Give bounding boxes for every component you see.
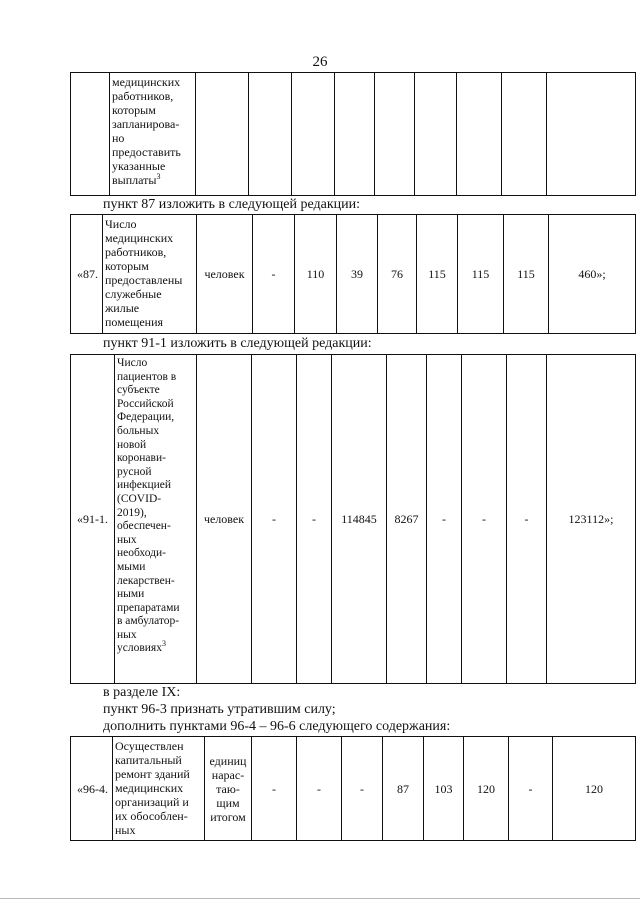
cell-value: - — [297, 355, 332, 684]
table-item-91-1 — [70, 354, 636, 684]
cell-value — [292, 73, 335, 196]
amendment-instruction: пункт 96-3 признать утратившим силу; — [103, 702, 336, 717]
cell-value: 8267 — [387, 355, 427, 684]
cell-value: 110 — [295, 215, 337, 334]
amendment-instruction: пункт 87 изложить в следующей редакции: — [103, 197, 360, 212]
cell-value: - — [252, 737, 297, 841]
table-item-96-4 — [70, 736, 636, 841]
cell-value: - — [342, 737, 383, 841]
cell-value — [547, 73, 636, 196]
cell-value: 115 — [417, 215, 458, 334]
cell-indicator: медицинских работников, которым запланирова- но предоставить указанные выплаты$^3$ — [110, 73, 196, 196]
cell-value: - — [252, 355, 297, 684]
cell-value: 123112»; — [547, 355, 636, 684]
table-row — [71, 737, 636, 841]
table-row — [71, 355, 636, 684]
cell-value — [457, 73, 502, 196]
table-row — [71, 215, 636, 334]
cell-value: 120 — [553, 737, 636, 841]
cell-value: 39 — [337, 215, 378, 334]
cell-unit — [196, 73, 249, 196]
cell-value — [415, 73, 457, 196]
cell-value: - — [427, 355, 462, 684]
cell-value: 103 — [424, 737, 464, 841]
table-continuation — [70, 72, 636, 196]
page-number: 26 — [312, 54, 328, 70]
cell-num: «96-4. — [71, 737, 113, 841]
cell-value: 120 — [464, 737, 509, 841]
cell-value: 76 — [378, 215, 417, 334]
table-item-87 — [70, 214, 636, 334]
cell-num: «91-1. — [71, 355, 115, 684]
cell-value — [249, 73, 292, 196]
cell-value — [335, 73, 375, 196]
amendment-instruction: в разделе IX: — [103, 685, 181, 700]
cell-unit: человек — [197, 355, 252, 684]
cell-value: - — [297, 737, 342, 841]
cell-value: 460»; — [549, 215, 636, 334]
cell-num — [71, 73, 110, 196]
scan-edge-line — [0, 898, 640, 899]
cell-indicator: Число пациентов в субъекте Российской Федерации, больных новой коронави- русной инфекцией (COVID- 2019), обеспечен- ных необходи- мыми лекарствен- ными препаратами в амбулатор- ных условиях$^3$ — [115, 355, 197, 684]
cell-unit: единиц нарас- таю- щим итогом — [205, 737, 252, 841]
cell-value: 115 — [504, 215, 549, 334]
cell-value: - — [507, 355, 547, 684]
cell-value: 87 — [383, 737, 424, 841]
table-row — [71, 73, 636, 196]
cell-indicator: Осуществлен капитальный ремонт зданий медицинских организаций и их обособлен- ных — [113, 737, 205, 841]
cell-num: «87. — [71, 215, 103, 334]
amendment-instruction: дополнить пунктами 96-4 – 96-6 следующего содержания: — [103, 719, 451, 734]
cell-value — [502, 73, 547, 196]
cell-value: - — [462, 355, 507, 684]
cell-value: - — [509, 737, 553, 841]
cell-value — [375, 73, 415, 196]
cell-unit: человек — [197, 215, 253, 334]
amendment-instruction: пункт 91-1 изложить в следующей редакции: — [103, 336, 372, 351]
cell-value: - — [253, 215, 295, 334]
cell-value: 115 — [458, 215, 504, 334]
cell-value: 114845 — [332, 355, 387, 684]
cell-indicator: Число медицинских работников, которым предоставлены служебные жилые помещения — [103, 215, 197, 334]
